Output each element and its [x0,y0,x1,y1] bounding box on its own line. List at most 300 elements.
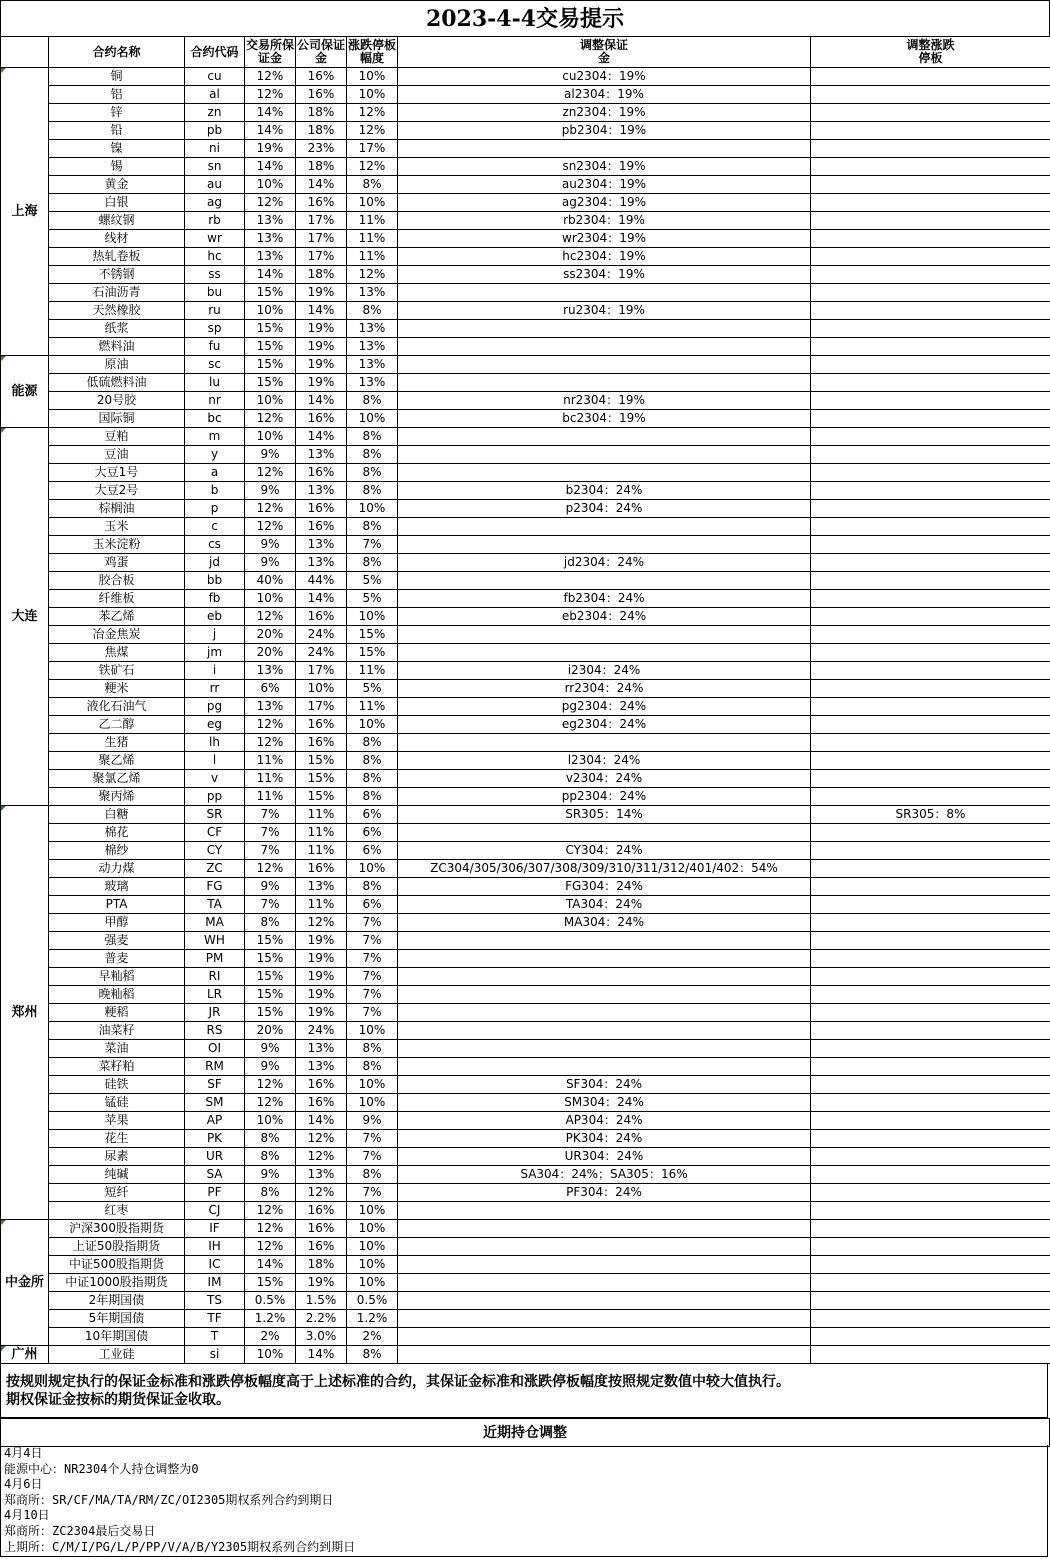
price-limit-cell: 7% [347,950,398,968]
company-margin-cell: 16% [296,86,347,104]
contract-name-cell: 黄金 [49,176,185,194]
company-margin-cell: 10% [296,680,347,698]
adjusted-margin-cell: eg2304：24% [398,716,811,734]
contract-name-cell: 红枣 [49,1202,185,1220]
contract-code-cell: si [185,1346,245,1364]
exchange-margin-cell: 20% [245,644,296,662]
header-exchange [1,37,49,68]
price-limit-cell: 8% [347,518,398,536]
company-margin-cell: 18% [296,1256,347,1274]
rule-note-line2: 期权保证金按标的期货保证金收取。 [6,1392,230,1408]
price-limit-cell: 7% [347,1130,398,1148]
adjusted-margin-cell: fb2304：24% [398,590,811,608]
exchange-margin-cell: 20% [245,1022,296,1040]
price-limit-cell: 8% [347,1166,398,1184]
table-row [1,518,1050,536]
contract-name-cell: 普麦 [49,950,185,968]
adjusted-limit-cell [811,194,1050,212]
table-row [1,302,1050,320]
contract-code-cell: IM [185,1274,245,1292]
contract-code-cell: CY [185,842,245,860]
adjusted-margin-cell: ss2304：19% [398,266,811,284]
contract-code-cell: eb [185,608,245,626]
price-limit-cell: 5% [347,590,398,608]
table-row [1,104,1050,122]
contract-code-cell: AP [185,1112,245,1130]
adjusted-margin-cell: au2304：19% [398,176,811,194]
adjusted-limit-cell [811,932,1050,950]
adjusted-margin-cell [398,626,811,644]
adjusted-limit-cell [811,986,1050,1004]
company-margin-cell: 13% [296,1040,347,1058]
recent-line: 4月6日 [4,1477,43,1492]
exchange-group-label: 能源 [11,384,38,399]
exchange-margin-cell: 12% [245,464,296,482]
price-limit-cell: 7% [347,1184,398,1202]
company-margin-cell: 16% [296,1094,347,1112]
table-row [1,140,1050,158]
company-margin-cell: 12% [296,1130,347,1148]
contract-name-cell: 生猪 [49,734,185,752]
contract-code-cell: CJ [185,1202,245,1220]
exchange-group-cell [1,356,49,428]
adjusted-limit-cell [811,572,1050,590]
price-limit-cell: 8% [347,752,398,770]
comment-marker-icon [1,806,6,811]
exchange-group-label: 上海 [11,204,38,219]
recent-line: 4月4日 [4,1446,43,1460]
contract-name-cell: 强麦 [49,932,185,950]
adjusted-margin-cell: pb2304：19% [398,122,811,140]
company-margin-cell: 24% [296,626,347,644]
table-row [1,680,1050,698]
contract-name-cell: 玻璃 [49,878,185,896]
exchange-margin-cell: 12% [245,1220,296,1238]
exchange-margin-cell: 15% [245,932,296,950]
header-company-margin [296,37,347,68]
company-margin-cell: 19% [296,932,347,950]
exchange-group-label: 广州 [11,1347,38,1362]
adjusted-limit-cell [811,1256,1050,1274]
contract-code-cell: b [185,482,245,500]
price-limit-cell: 8% [347,464,398,482]
contract-name-cell: 中证500股指期货 [49,1256,185,1274]
adjusted-margin-cell [398,446,811,464]
exchange-margin-cell: 14% [245,158,296,176]
contract-code-cell: pb [185,122,245,140]
adjusted-limit-cell [811,122,1050,140]
contract-code-cell: c [185,518,245,536]
table-row [1,986,1050,1004]
contract-code-cell: rb [185,212,245,230]
contract-code-cell: p [185,500,245,518]
contract-name-cell: 铝 [49,86,185,104]
adjusted-margin-cell [398,1220,811,1238]
contract-name-cell: 动力煤 [49,860,185,878]
contract-code-cell: fb [185,590,245,608]
company-margin-cell: 19% [296,284,347,302]
adjusted-margin-cell [398,1022,811,1040]
price-limit-cell: 10% [347,1022,398,1040]
adjusted-limit-cell [811,716,1050,734]
company-margin-cell: 15% [296,752,347,770]
contract-name-cell: 锌 [49,104,185,122]
adjusted-margin-cell [398,1292,811,1310]
adjusted-margin-cell: al2304：19% [398,86,811,104]
adjusted-margin-cell: b2304：24% [398,482,811,500]
adjusted-margin-cell: MA304：24% [398,914,811,932]
table-row [1,338,1050,356]
exchange-margin-cell: 19% [245,140,296,158]
exchange-margin-cell: 14% [245,1256,296,1274]
price-limit-cell: 8% [347,1040,398,1058]
contract-name-cell: 不锈钢 [49,266,185,284]
company-margin-cell: 16% [296,464,347,482]
contract-name-cell: 镍 [49,140,185,158]
table-row [1,824,1050,842]
recent-position-list [0,1445,1048,1557]
adjusted-limit-cell [811,860,1050,878]
exchange-margin-cell: 12% [245,194,296,212]
contract-code-cell: MA [185,914,245,932]
contract-name-cell: 石油沥青 [49,284,185,302]
contract-name-cell: 玉米淀粉 [49,536,185,554]
exchange-margin-cell: 12% [245,86,296,104]
exchange-margin-cell: 11% [245,788,296,806]
adjusted-margin-cell: ag2304：19% [398,194,811,212]
adjusted-limit-cell [811,464,1050,482]
adjusted-margin-cell: cu2304：19% [398,68,811,86]
contract-name-cell: 菜油 [49,1040,185,1058]
header-line: 停板 [918,51,943,65]
table-row [1,770,1050,788]
contract-code-cell: ss [185,266,245,284]
contract-code-cell: CF [185,824,245,842]
contract-name-cell: 纯碱 [49,1166,185,1184]
table-row [1,1094,1050,1112]
contract-name-cell: 上证50股指期货 [49,1238,185,1256]
adjusted-limit-cell [811,878,1050,896]
adjusted-limit-cell [811,968,1050,986]
price-limit-cell: 6% [347,806,398,824]
sheet-title: 2023-4-4交易提示 [0,0,1050,36]
recent-line: 郑商所：ZC2304最后交易日 [4,1523,156,1538]
exchange-margin-cell: 10% [245,428,296,446]
price-limit-cell: 15% [347,626,398,644]
adjusted-margin-cell [398,338,811,356]
table-row [1,68,1050,86]
exchange-margin-cell: 14% [245,122,296,140]
exchange-margin-cell: 10% [245,302,296,320]
table-row [1,428,1050,446]
contract-code-cell: SA [185,1166,245,1184]
price-limit-cell: 8% [347,428,398,446]
comment-marker-icon [1,68,6,73]
adjusted-limit-cell [811,176,1050,194]
adjusted-limit-cell [811,500,1050,518]
contract-code-cell: T [185,1328,245,1346]
adjusted-margin-cell [398,1274,811,1292]
adjusted-limit-cell [811,284,1050,302]
company-margin-cell: 14% [296,176,347,194]
adjusted-margin-cell: eb2304：24% [398,608,811,626]
adjusted-margin-cell [398,932,811,950]
exchange-group-label: 中金所 [4,1275,44,1290]
table-row [1,842,1050,860]
adjusted-limit-cell [811,140,1050,158]
contract-name-cell: 棕榈油 [49,500,185,518]
company-margin-cell: 19% [296,356,347,374]
adjusted-limit-cell [811,554,1050,572]
adjusted-limit-cell [811,608,1050,626]
adjusted-limit-cell [811,914,1050,932]
price-limit-cell: 8% [347,446,398,464]
exchange-margin-cell: 8% [245,1130,296,1148]
price-limit-cell: 10% [347,410,398,428]
company-margin-cell: 16% [296,68,347,86]
contract-name-cell: 油菜籽 [49,1022,185,1040]
company-margin-cell: 19% [296,374,347,392]
table-row [1,284,1050,302]
adjusted-margin-cell: zn2304：19% [398,104,811,122]
contract-code-cell: jd [185,554,245,572]
header-price-limit [347,37,398,68]
contract-name-cell: 铁矿石 [49,662,185,680]
exchange-margin-cell: 9% [245,482,296,500]
contract-code-cell: bb [185,572,245,590]
contract-code-cell: RM [185,1058,245,1076]
price-limit-cell: 7% [347,932,398,950]
table-row [1,194,1050,212]
price-limit-cell: 10% [347,860,398,878]
company-margin-cell: 16% [296,500,347,518]
exchange-margin-cell: 2% [245,1328,296,1346]
exchange-group-label: 大连 [11,609,38,624]
contract-code-cell: TS [185,1292,245,1310]
company-margin-cell: 2.2% [296,1310,347,1328]
table-row [1,1328,1050,1346]
contract-code-cell: y [185,446,245,464]
exchange-group-cell [1,806,49,1220]
contract-name-cell: 早籼稻 [49,968,185,986]
price-limit-cell: 5% [347,572,398,590]
adjusted-margin-cell [398,356,811,374]
contract-name-cell: 锡 [49,158,185,176]
contract-name-cell: 中证1000股指期货 [49,1274,185,1292]
adjusted-limit-cell [811,788,1050,806]
contract-code-cell: j [185,626,245,644]
table-row [1,788,1050,806]
contract-code-cell: OI [185,1040,245,1058]
adjusted-margin-cell: PF304：24% [398,1184,811,1202]
table-row [1,716,1050,734]
contract-name-cell: 晚籼稻 [49,986,185,1004]
contract-code-cell: bc [185,410,245,428]
price-limit-cell: 9% [347,1112,398,1130]
adjusted-limit-cell [811,338,1050,356]
adjusted-limit-cell [811,1346,1050,1364]
exchange-margin-cell: 15% [245,320,296,338]
adjusted-margin-cell: SA304：24%；SA305：16% [398,1166,811,1184]
adjusted-limit-cell [811,752,1050,770]
company-margin-cell: 12% [296,1148,347,1166]
adjusted-limit-cell [811,320,1050,338]
adjusted-margin-cell: AP304：24% [398,1112,811,1130]
adjusted-limit-cell [811,266,1050,284]
exchange-margin-cell: 9% [245,878,296,896]
contract-code-cell: ZC [185,860,245,878]
adjusted-margin-cell [398,986,811,1004]
contract-name-cell: 苯乙烯 [49,608,185,626]
adjusted-limit-cell: SR305：8% [811,806,1050,824]
exchange-group-cell [1,428,49,806]
contract-name-cell: 低硫燃料油 [49,374,185,392]
exchange-margin-cell: 9% [245,554,296,572]
adjusted-margin-cell [398,518,811,536]
header-line: 证金 [257,51,282,65]
company-margin-cell: 3.0% [296,1328,347,1346]
table-row [1,662,1050,680]
table-row [1,896,1050,914]
contract-code-cell: lu [185,374,245,392]
table-row [1,734,1050,752]
contract-code-cell: eg [185,716,245,734]
table-row [1,1166,1050,1184]
price-limit-cell: 12% [347,266,398,284]
price-limit-cell: 8% [347,176,398,194]
adjusted-limit-cell [811,950,1050,968]
contract-code-cell: IH [185,1238,245,1256]
adjusted-limit-cell [811,230,1050,248]
contract-code-cell: JR [185,1004,245,1022]
contract-name-cell: 花生 [49,1130,185,1148]
adjusted-margin-cell [398,950,811,968]
contract-name-cell: 锰硅 [49,1094,185,1112]
adjusted-limit-cell [811,1112,1050,1130]
contract-code-cell: pg [185,698,245,716]
price-limit-cell: 13% [347,284,398,302]
contract-code-cell: zn [185,104,245,122]
adjusted-margin-cell [398,320,811,338]
adjusted-margin-cell: jd2304：24% [398,554,811,572]
exchange-margin-cell: 12% [245,500,296,518]
contract-code-cell: al [185,86,245,104]
company-margin-cell: 19% [296,986,347,1004]
contract-name-cell: 液化石油气 [49,698,185,716]
adjusted-limit-cell [811,1058,1050,1076]
company-margin-cell: 1.5% [296,1292,347,1310]
company-margin-cell: 11% [296,824,347,842]
contract-code-cell: ru [185,302,245,320]
table-body [1,68,1050,1364]
exchange-margin-cell: 15% [245,968,296,986]
contract-code-cell: FG [185,878,245,896]
header-exchange-margin [245,37,296,68]
company-margin-cell: 16% [296,194,347,212]
contract-code-cell: l [185,752,245,770]
adjusted-limit-cell [811,86,1050,104]
exchange-margin-cell: 7% [245,824,296,842]
price-limit-cell: 10% [347,1238,398,1256]
exchange-group-cell [1,1346,49,1364]
table-row [1,392,1050,410]
price-limit-cell: 13% [347,338,398,356]
exchange-margin-cell: 0.5% [245,1292,296,1310]
adjusted-margin-cell [398,464,811,482]
table-row [1,608,1050,626]
table-row [1,1220,1050,1238]
adjusted-margin-cell: sn2304：19% [398,158,811,176]
price-limit-cell: 10% [347,1274,398,1292]
rule-note-line1: 按规则规定执行的保证金标准和涨跌停板幅度高于上述标准的合约，其保证金标准和涨跌停板幅度按照规定数值中较大值执行。 [6,1374,790,1390]
contract-code-cell: i [185,662,245,680]
contract-code-cell: PM [185,950,245,968]
adjusted-margin-cell [398,1040,811,1058]
adjusted-margin-cell [398,1256,811,1274]
contract-name-cell: 粳米 [49,680,185,698]
contract-code-cell: pp [185,788,245,806]
adjusted-margin-cell: hc2304：19% [398,248,811,266]
adjusted-margin-cell [398,1202,811,1220]
price-limit-cell: 11% [347,662,398,680]
price-limit-cell: 0.5% [347,1292,398,1310]
adjusted-margin-cell [398,1004,811,1022]
adjusted-margin-cell: PK304：24% [398,1130,811,1148]
company-margin-cell: 11% [296,896,347,914]
exchange-margin-cell: 12% [245,734,296,752]
table-row [1,644,1050,662]
price-limit-cell: 10% [347,68,398,86]
contract-name-cell: 粳稻 [49,1004,185,1022]
adjusted-limit-cell [811,896,1050,914]
company-margin-cell: 17% [296,230,347,248]
contract-name-cell: 热轧卷板 [49,248,185,266]
price-limit-cell: 11% [347,698,398,716]
table-row [1,1184,1050,1202]
table-header-row [1,37,1050,68]
table-row [1,1310,1050,1328]
comment-marker-icon [1,1220,6,1225]
table-row [1,914,1050,932]
price-limit-cell: 7% [347,1148,398,1166]
adjusted-margin-cell [398,1058,811,1076]
contract-name-cell: 棉花 [49,824,185,842]
adjusted-limit-cell [811,734,1050,752]
adjusted-limit-cell [811,68,1050,86]
contract-name-cell: 工业硅 [49,1346,185,1364]
exchange-margin-cell: 1.2% [245,1310,296,1328]
company-margin-cell: 15% [296,770,347,788]
header-line: 金 [597,51,610,65]
exchange-margin-cell: 12% [245,608,296,626]
adjusted-margin-cell: SR305：14% [398,806,811,824]
contract-code-cell: a [185,464,245,482]
rule-note [0,1364,1048,1418]
contract-name-cell: 豆油 [49,446,185,464]
adjusted-margin-cell: i2304：24% [398,662,811,680]
contract-name-cell: 鸡蛋 [49,554,185,572]
table-row [1,446,1050,464]
price-limit-cell: 8% [347,1058,398,1076]
contract-code-cell: TF [185,1310,245,1328]
adjusted-margin-cell: FG304：24% [398,878,811,896]
contract-name-cell: 苹果 [49,1112,185,1130]
company-margin-cell: 16% [296,860,347,878]
table-row [1,1148,1050,1166]
adjusted-margin-cell: pp2304：24% [398,788,811,806]
recent-line: 4月10日 [4,1508,50,1523]
price-limit-cell: 8% [347,788,398,806]
